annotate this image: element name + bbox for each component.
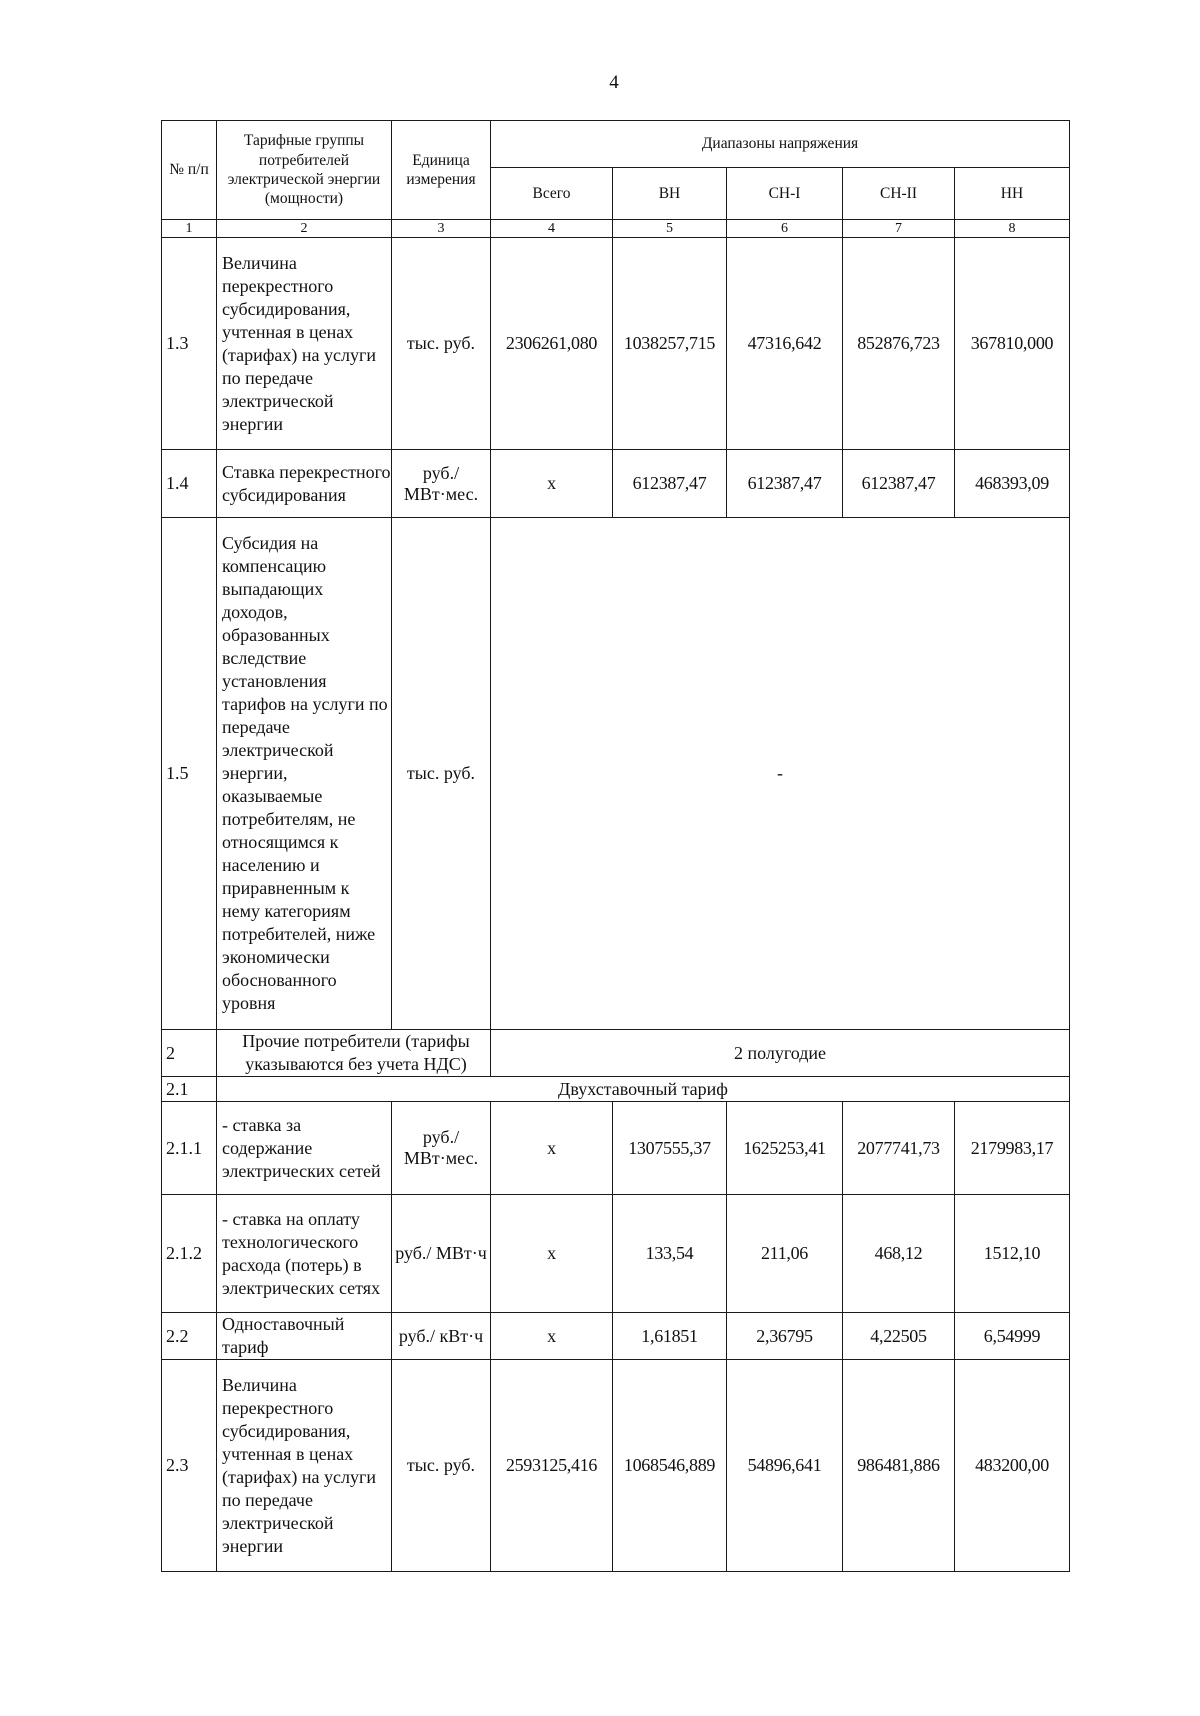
value-nn: 6,54999: [955, 1313, 1070, 1360]
row-number: 2.1: [162, 1077, 217, 1102]
value-sn2: 986481,886: [843, 1360, 955, 1572]
value-total: х: [491, 1195, 613, 1313]
value-nn: 367810,000: [955, 238, 1070, 450]
value-sn2: 852876,723: [843, 238, 955, 450]
value-nn: 2179983,17: [955, 1102, 1070, 1195]
header-vn: ВН: [613, 168, 727, 220]
value-sn1: 47316,642: [727, 238, 843, 450]
merged-value: -: [491, 518, 1070, 1030]
value-total: 2306261,080: [491, 238, 613, 450]
value-vn: 1038257,715: [613, 238, 727, 450]
header-voltage-ranges: Диапазоны напряжения: [491, 121, 1070, 168]
value-sn1: 612387,47: [727, 450, 843, 518]
value-total: х: [491, 1102, 613, 1195]
value-total: х: [491, 1313, 613, 1360]
col-index: 4: [491, 220, 613, 238]
table-row: [162, 450, 1070, 518]
row-number: 2: [162, 1030, 217, 1077]
header-sn1: СН-I: [727, 168, 843, 220]
row-unit: тыс. руб.: [392, 518, 491, 1030]
value-sn2: 612387,47: [843, 450, 955, 518]
row-label: Субсидия на компенсацию выпадающих доходов, образованных вследствие установления тарифов на услуги по передаче электрической энергии, оказываемые потребителям, не относящимся к населению и приравненным к нему категориям потребителей, ниже экономически обоснованного уровня: [217, 518, 392, 1030]
header-num: № п/п: [162, 121, 217, 220]
table-row: [162, 1195, 1070, 1313]
value-vn: 133,54: [613, 1195, 727, 1313]
row-label: Прочие потребители (тарифы указываются без учета НДС): [217, 1030, 491, 1077]
header-total: Всего: [491, 168, 613, 220]
header-nn: НН: [955, 168, 1070, 220]
row-number: 1.3: [162, 238, 217, 450]
value-sn1: 211,06: [727, 1195, 843, 1313]
col-index: 7: [843, 220, 955, 238]
value-sn2: 468,12: [843, 1195, 955, 1313]
row-label: Величина перекрестного субсидирования, учтенная в ценах (тарифах) на услуги по передаче электрической энергии: [217, 1360, 392, 1572]
value-sn2: 2077741,73: [843, 1102, 955, 1195]
row-number: 2.1.2: [162, 1195, 217, 1313]
row-unit: руб./ МВт·мес.: [392, 450, 491, 518]
row-unit: руб./ МВт·мес.: [392, 1102, 491, 1195]
row-unit: тыс. руб.: [392, 238, 491, 450]
value-sn1: 54896,641: [727, 1360, 843, 1572]
value-sn1: 2,36795: [727, 1313, 843, 1360]
value-sn1: 1625253,41: [727, 1102, 843, 1195]
row-number: 1.4: [162, 450, 217, 518]
row-number: 2.1.1: [162, 1102, 217, 1195]
value-vn: 1307555,37: [613, 1102, 727, 1195]
col-index: 1: [162, 220, 217, 238]
col-index: 3: [392, 220, 491, 238]
col-index: 5: [613, 220, 727, 238]
row-label: Ставка перекрестного субсидирования: [217, 450, 392, 518]
row-label: Величина перекрестного субсидирования, учтенная в ценах (тарифах) на услуги по передаче электрической энергии: [217, 238, 392, 450]
header-sn2: СН-II: [843, 168, 955, 220]
table-row: [162, 1102, 1070, 1195]
page-number: 4: [609, 72, 619, 93]
row-unit: руб./ МВт·ч: [392, 1195, 491, 1313]
value-vn: 1068546,889: [613, 1360, 727, 1572]
row-number: 1.5: [162, 518, 217, 1030]
table-row: [162, 1313, 1070, 1360]
row-label: - ставка на оплату технологического расхода (потерь) в электрических сетях: [217, 1195, 392, 1313]
value-total: х: [491, 450, 613, 518]
table-row: [162, 1360, 1070, 1572]
value-nn: 1512,10: [955, 1195, 1070, 1313]
value-sn2: 4,22505: [843, 1313, 955, 1360]
row-unit: тыс. руб.: [392, 1360, 491, 1572]
row-number: 2.3: [162, 1360, 217, 1572]
header-group: Тарифные группы потребителей электрической энергии (мощности): [217, 121, 392, 220]
table-row: [162, 238, 1070, 450]
tariff-table: [161, 120, 1070, 1572]
section-label: Двухставочный тариф: [217, 1077, 1070, 1102]
row-label: - ставка за содержание электрических сетей: [217, 1102, 392, 1195]
col-index: 8: [955, 220, 1070, 238]
col-index: 2: [217, 220, 392, 238]
value-vn: 612387,47: [613, 450, 727, 518]
period-label: 2 полугодие: [491, 1030, 1070, 1077]
row-unit: руб./ кВт·ч: [392, 1313, 491, 1360]
table-row: [162, 1077, 1070, 1102]
col-index: 6: [727, 220, 843, 238]
table-row: [162, 518, 1070, 1030]
value-nn: 483200,00: [955, 1360, 1070, 1572]
row-label: Одноставочный тариф: [217, 1313, 392, 1360]
table-row: [162, 1030, 1070, 1077]
value-total: 2593125,416: [491, 1360, 613, 1572]
value-vn: 1,61851: [613, 1313, 727, 1360]
header-unit: Единица измерения: [392, 121, 491, 220]
row-number: 2.2: [162, 1313, 217, 1360]
value-nn: 468393,09: [955, 450, 1070, 518]
